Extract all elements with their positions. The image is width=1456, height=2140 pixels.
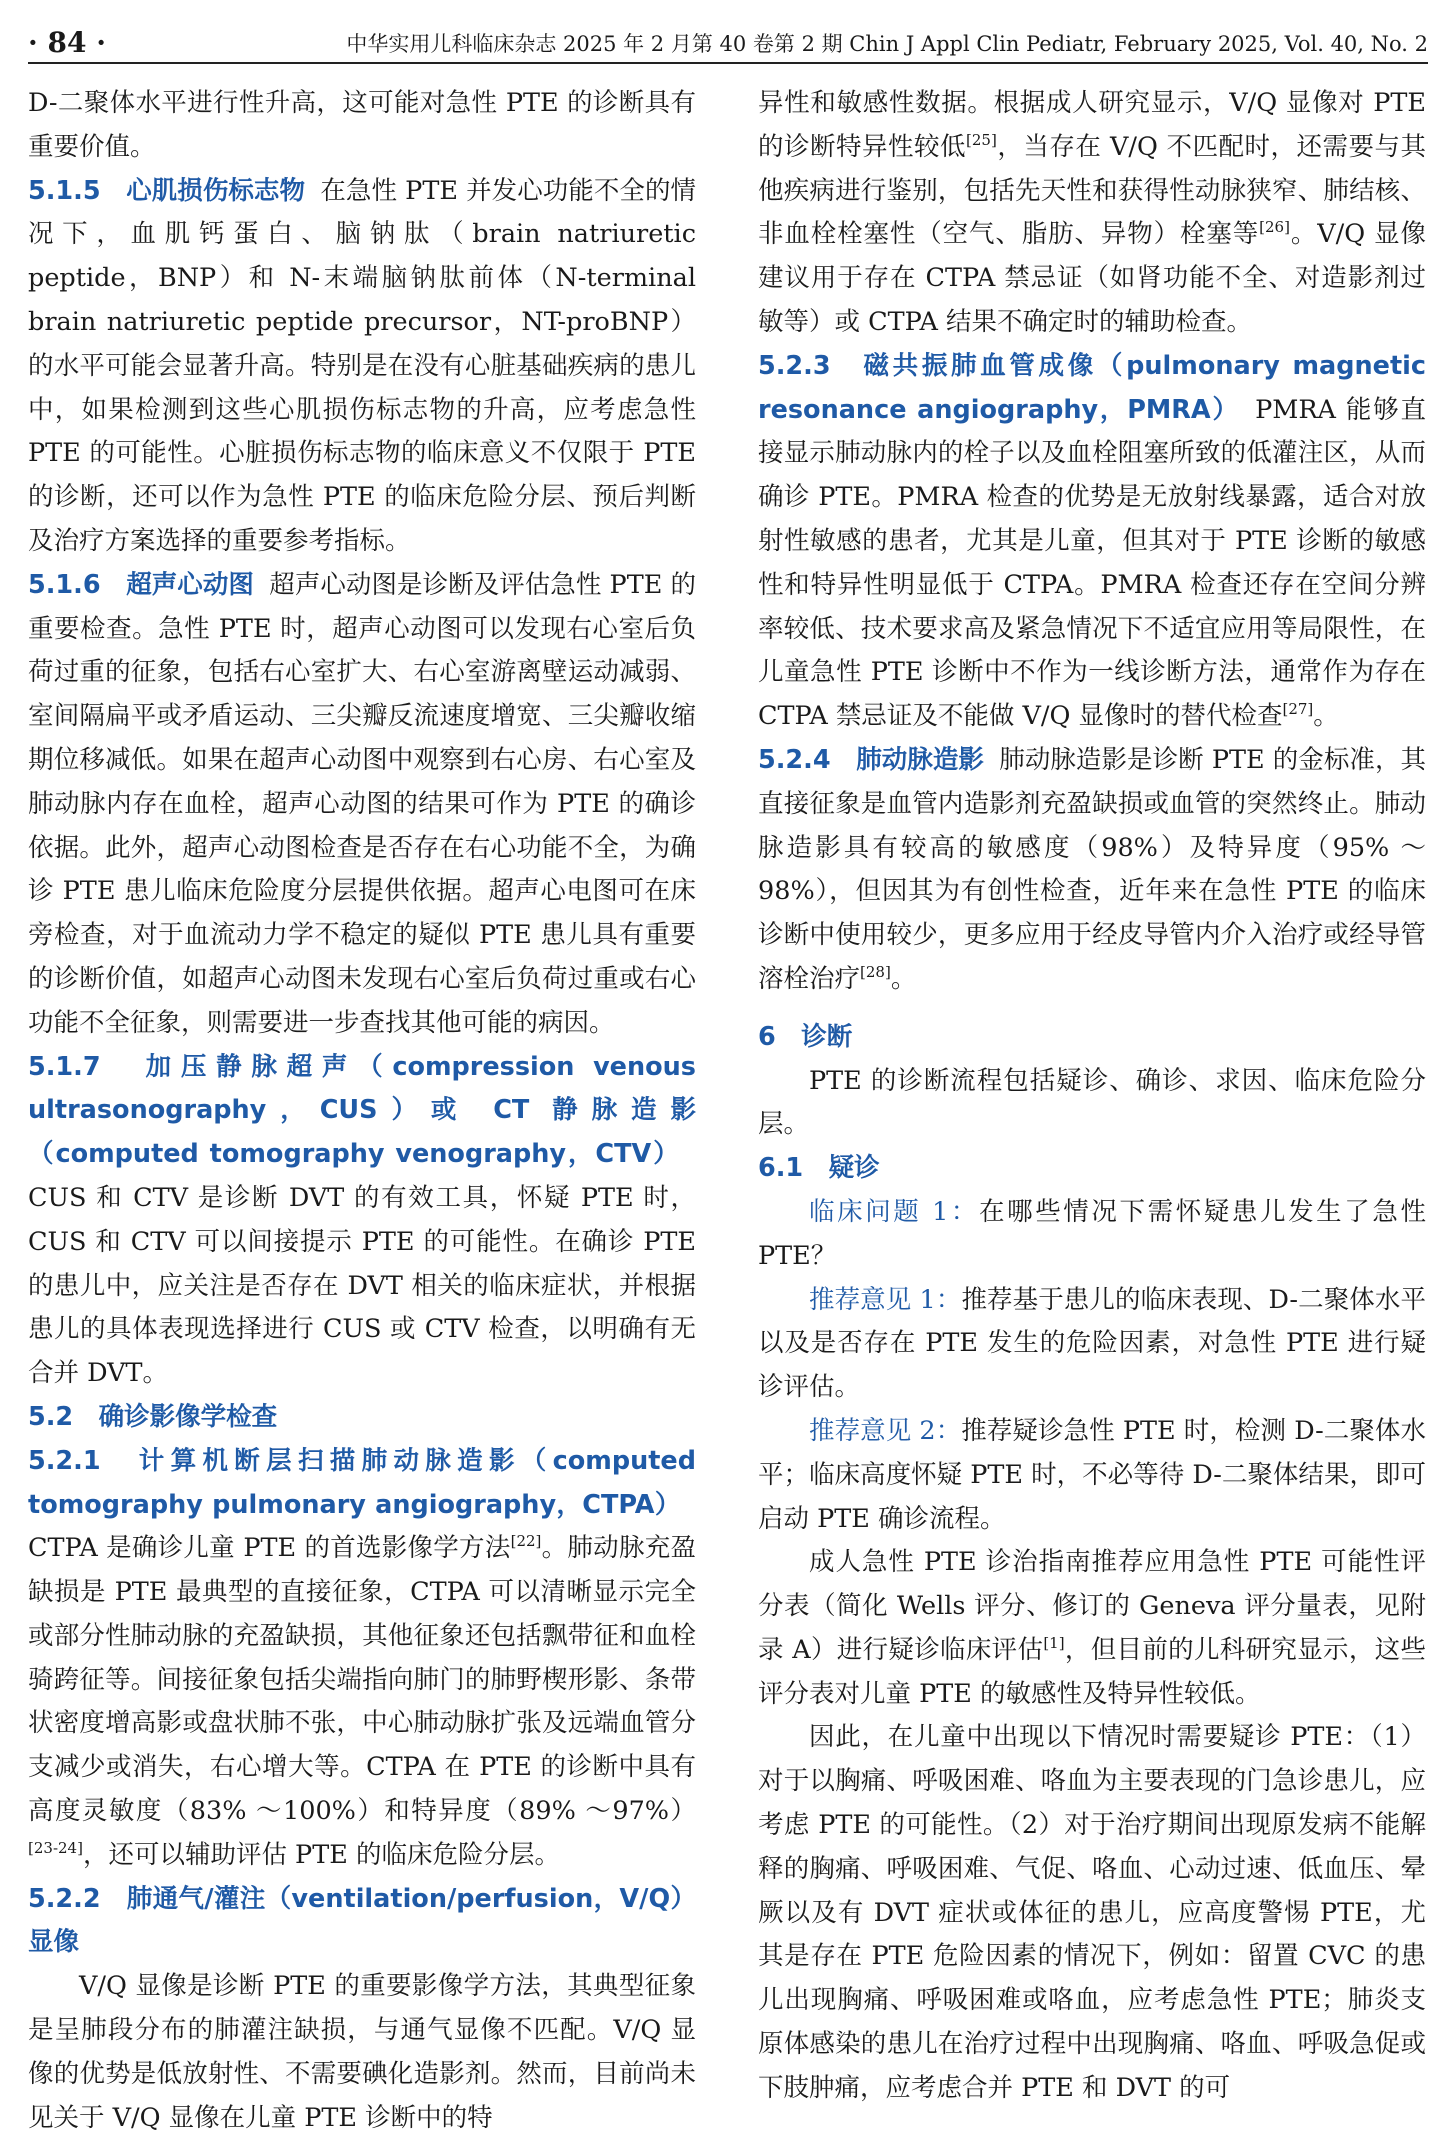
running-header: [28, 22, 1428, 60]
continued-paragraph: 异性和敏感性数据。根据成人研究显示，V/Q 显像对 PTE 的诊断特异性较低[25]，当存在 V/Q 不匹配时，还需要与其他疾病进行鉴别，包括先天性和获得性动脉狭窄、肺结核、非血栓栓塞性（空气、脂肪、异物）栓塞等[26]。V/Q 显像建议用于存在 CTPA 禁忌证（如肾功能不全、对造影剂过敏等）或 CTPA 结果不确定时的辅助检查。: [758, 88, 1426, 337]
section-title: 6.1 疑诊: [758, 1153, 880, 1184]
page-number: · 84 ·: [28, 26, 106, 59]
suspicion-criteria-paragraph: 因此，在儿童中出现以下情况时需要疑诊 PTE：（1）对于以胸痛、呼吸困难、咯血为主要表现的门急诊患儿，应考虑 PTE 的可能性。（2）对于治疗期间出现原发病不能解释的胸痛、呼吸困难、气促、咯血、心动过速、低血压、晕厥以及有 DVT 症状或体征的患儿，应高度警惕 PTE，尤其是存在 PTE 危险因素的情况下，例如：留置 CVC 的患儿出现胸痛、呼吸困难或咯血，应考虑急性 PTE；肺炎支原体感染的患儿在治疗过程中出现胸痛、咯血、呼吸急促或下肢肿痛，应考虑合并 PTE 和 DVT 的可: [758, 1722, 1426, 2103]
section-title: 5.2.1 计算机断层扫描肺动脉造影（computed tomography pulmonary angiography，CTPA）: [28, 1445, 696, 1520]
section-title: 5.2.4 肺动脉造影: [758, 744, 984, 775]
section-title: 5.1.6 超声心动图: [28, 569, 254, 600]
citation: [28]: [860, 962, 891, 981]
recommendation-label: 推荐意见 2：: [809, 1415, 962, 1446]
section-5-2-4: 5.2.4 肺动脉造影 肺动脉造影是诊断 PTE 的金标准，其直接征象是血管内造影剂充盈缺损或血管的突然终止。肺动脉造影具有较高的敏感度（98%）及特异度（95% ～98%），但因其为有创性检查，近年来在急性 PTE 的临床诊断中使用较少，更多应用于经皮导管内介入治疗或经导管溶栓治疗[28]。: [758, 744, 1426, 994]
section-title: 5.2 确诊影像学检查: [28, 1401, 278, 1432]
section-text: 超声心动图是诊断及评估急性 PTE 的重要检查。急性 PTE 时，超声心动图可以发现右心室后负荷过重的征象，包括右心室扩大、右心室游离壁运动减弱、室间隔扁平或矛盾运动、三尖瓣反流速度增宽、三尖瓣收缩期位移减低。如果在超声心动图中观察到右心房、右心室及肺动脉内存在血栓，超声心动图的结果可作为 PTE 的确诊依据。此外，超声心动图检查是否存在右心功能不全，为确诊 PTE 患儿临床危险度分层提供依据。超声心电图可在床旁检查，对于血流动力学不稳定的疑似 PTE 患儿具有重要的诊断价值，如超声心动图未发现右心室后负荷过重或右心功能不全征象，则需要进一步查找其他可能的病因。: [28, 569, 696, 1038]
section-5-1-5: [28, 170, 696, 564]
section-5-2-1: 5.2.1 计算机断层扫描肺动脉造影（computed tomography pulmonary angiography，CTPA）CTPA 是确诊儿童 PTE 的首选影像学方法[22]。肺动脉充盈缺损是 PTE 最典型的直接征象，CTPA 可以清晰显示完全或部分性肺动脉的充盈缺损，其他征象还包括飘带征和血栓骑跨征等。间接征象包括尖端指向肺门的肺野楔形影、条带状密度增高影或盘状肺不张，中心肺动脉扩张及远端血管分支减少或消失，右心增大等。CTPA 在 PTE 的诊断中具有高度灵敏度（83% ～100%）和特异度（89% ～97%）[23-24]，还可以辅助评估 PTE 的临床危险分层。: [28, 1445, 696, 1870]
clinical-question-1: 临床问题 1：在哪些情况下需怀疑患儿发生了急性 PTE？: [758, 1196, 1426, 1271]
left-column: [28, 82, 696, 2140]
section-5-1-6: [28, 564, 696, 1046]
right-column: [758, 82, 1426, 2111]
section-6: [758, 1016, 1426, 1060]
section-6-1: [758, 1147, 1426, 1191]
citation: [27]: [1282, 700, 1314, 719]
citation: [23-24]: [28, 1838, 83, 1857]
citation: [25]: [966, 130, 997, 149]
journal-citation: 中华实用儿科临床杂志 2025 年 2 月第 40 卷第 2 期 Chin J Appl Clin Pediatr, February 2025, Vol. 40, No. 2: [346, 32, 1428, 56]
section-5-1-7: [28, 1046, 696, 1396]
recommendation-2: 推荐意见 2：推荐疑诊急性 PTE 时，检测 D-二聚体水平；临床高度怀疑 PTE 时，不必等待 D-二聚体结果，即可启动 PTE 确诊流程。: [758, 1415, 1426, 1534]
section-title: 5.1.5 心肌损伤标志物: [28, 175, 306, 206]
section-text: V/Q 显像是诊断 PTE 的重要影像学方法，其典型征象是呈肺段分布的肺灌注缺损，与通气显像不匹配。V/Q 显像的优势是低放射性、不需要碘化造影剂。然而，目前尚未见关于 V/Q 显像在儿童 PTE 诊断中的特: [28, 1971, 696, 2133]
header-rule: [28, 62, 1428, 64]
citation: [22]: [510, 1532, 542, 1551]
section-text: 在急性 PTE 并发心功能不全的情况下，血肌钙蛋白、脑钠肽（brain natriuretic peptide，BNP）和 N-末端脑钠肽前体（N-terminal brain natriuretic peptide precursor，NT-proBNP）的水平可能会显著升高。特别是在没有心脏基础疾病的患儿中，如果检测到这些心肌损伤标志物的升高，应考虑急性 PTE 的可能性。心脏损伤标志物的临床意义不仅限于 PTE 的诊断，还可以作为急性 PTE 的临床危险分层、预后判断及治疗方案选择的重要参考指标。: [28, 175, 696, 556]
section-title: 5.1.7 加压静脉超声（compression venous ultrasonography，CUS）或 CT 静脉造影（computed tomography venography，CTV）: [28, 1051, 696, 1170]
section-title: 5.2.2 肺通气/灌注（ventilation/perfusion，V/Q）显像: [28, 1883, 696, 1958]
question-label: 临床问题 1：: [809, 1196, 980, 1227]
section-5-2-2: [28, 1878, 696, 1966]
citation: [26]: [1259, 218, 1290, 237]
section-text: PTE 的诊断流程包括疑诊、确诊、求因、临床危险分层。: [758, 1065, 1426, 1140]
section-title: 6 诊断: [758, 1021, 853, 1052]
section-5-2-3: 5.2.3 磁共振肺血管成像（pulmonary magnetic resonance angiography，PMRA） PMRA 能够直接显示肺动脉内的栓子以及血栓阻塞所致的低灌注区，从而确诊 PTE。PMRA 检查的优势是无放射线暴露，适合对放射性敏感的患者，尤其是儿童，但其对于 PTE 诊断的敏感性和特异性明显低于 CTPA。PMRA 检查还存在空间分辨率较低、技术要求高及紧急情况下不适宜应用等局限性，在儿童急性 PTE 诊断中不作为一线诊断方法，通常作为存在 CTPA 禁忌证及不能做 V/Q 显像时的替代检查[27]。: [758, 350, 1426, 732]
intro-paragraph: D-二聚体水平进行性升高，这可能对急性 PTE 的诊断具有重要价值。: [28, 88, 696, 162]
section-text: CUS 和 CTV 是诊断 DVT 的有效工具，怀疑 PTE 时，CUS 和 CTV 可以间接提示 PTE 的可能性。在确诊 PTE 的患儿中，应关注是否存在 DVT 相关的临床症状，并根据患儿的具体表现选择进行 CUS 或 CTV 检查，以明确有无合并 DVT。: [28, 1182, 696, 1389]
adult-guideline-paragraph: 成人急性 PTE 诊治指南推荐应用急性 PTE 可能性评分表（简化 Wells 评分、修订的 Geneva 评分量表，见附录 A）进行疑诊临床评估[1]，但目前的儿科研究显示，这些评分表对儿童 PTE 的敏感性及特异性较低。: [758, 1547, 1426, 1709]
section-5-2: [28, 1396, 696, 1440]
recommendation-label: 推荐意见 1：: [809, 1284, 962, 1315]
recommendation-1: 推荐意见 1：推荐基于患儿的临床表现、D-二聚体水平以及是否存在 PTE 发生的危险因素，对急性 PTE 进行疑诊评估。: [758, 1284, 1426, 1403]
section-title: 5.2.3 磁共振肺血管成像（pulmonary magnetic resonance angiography，PMRA）: [758, 350, 1426, 425]
citation: [1]: [1043, 1633, 1065, 1652]
